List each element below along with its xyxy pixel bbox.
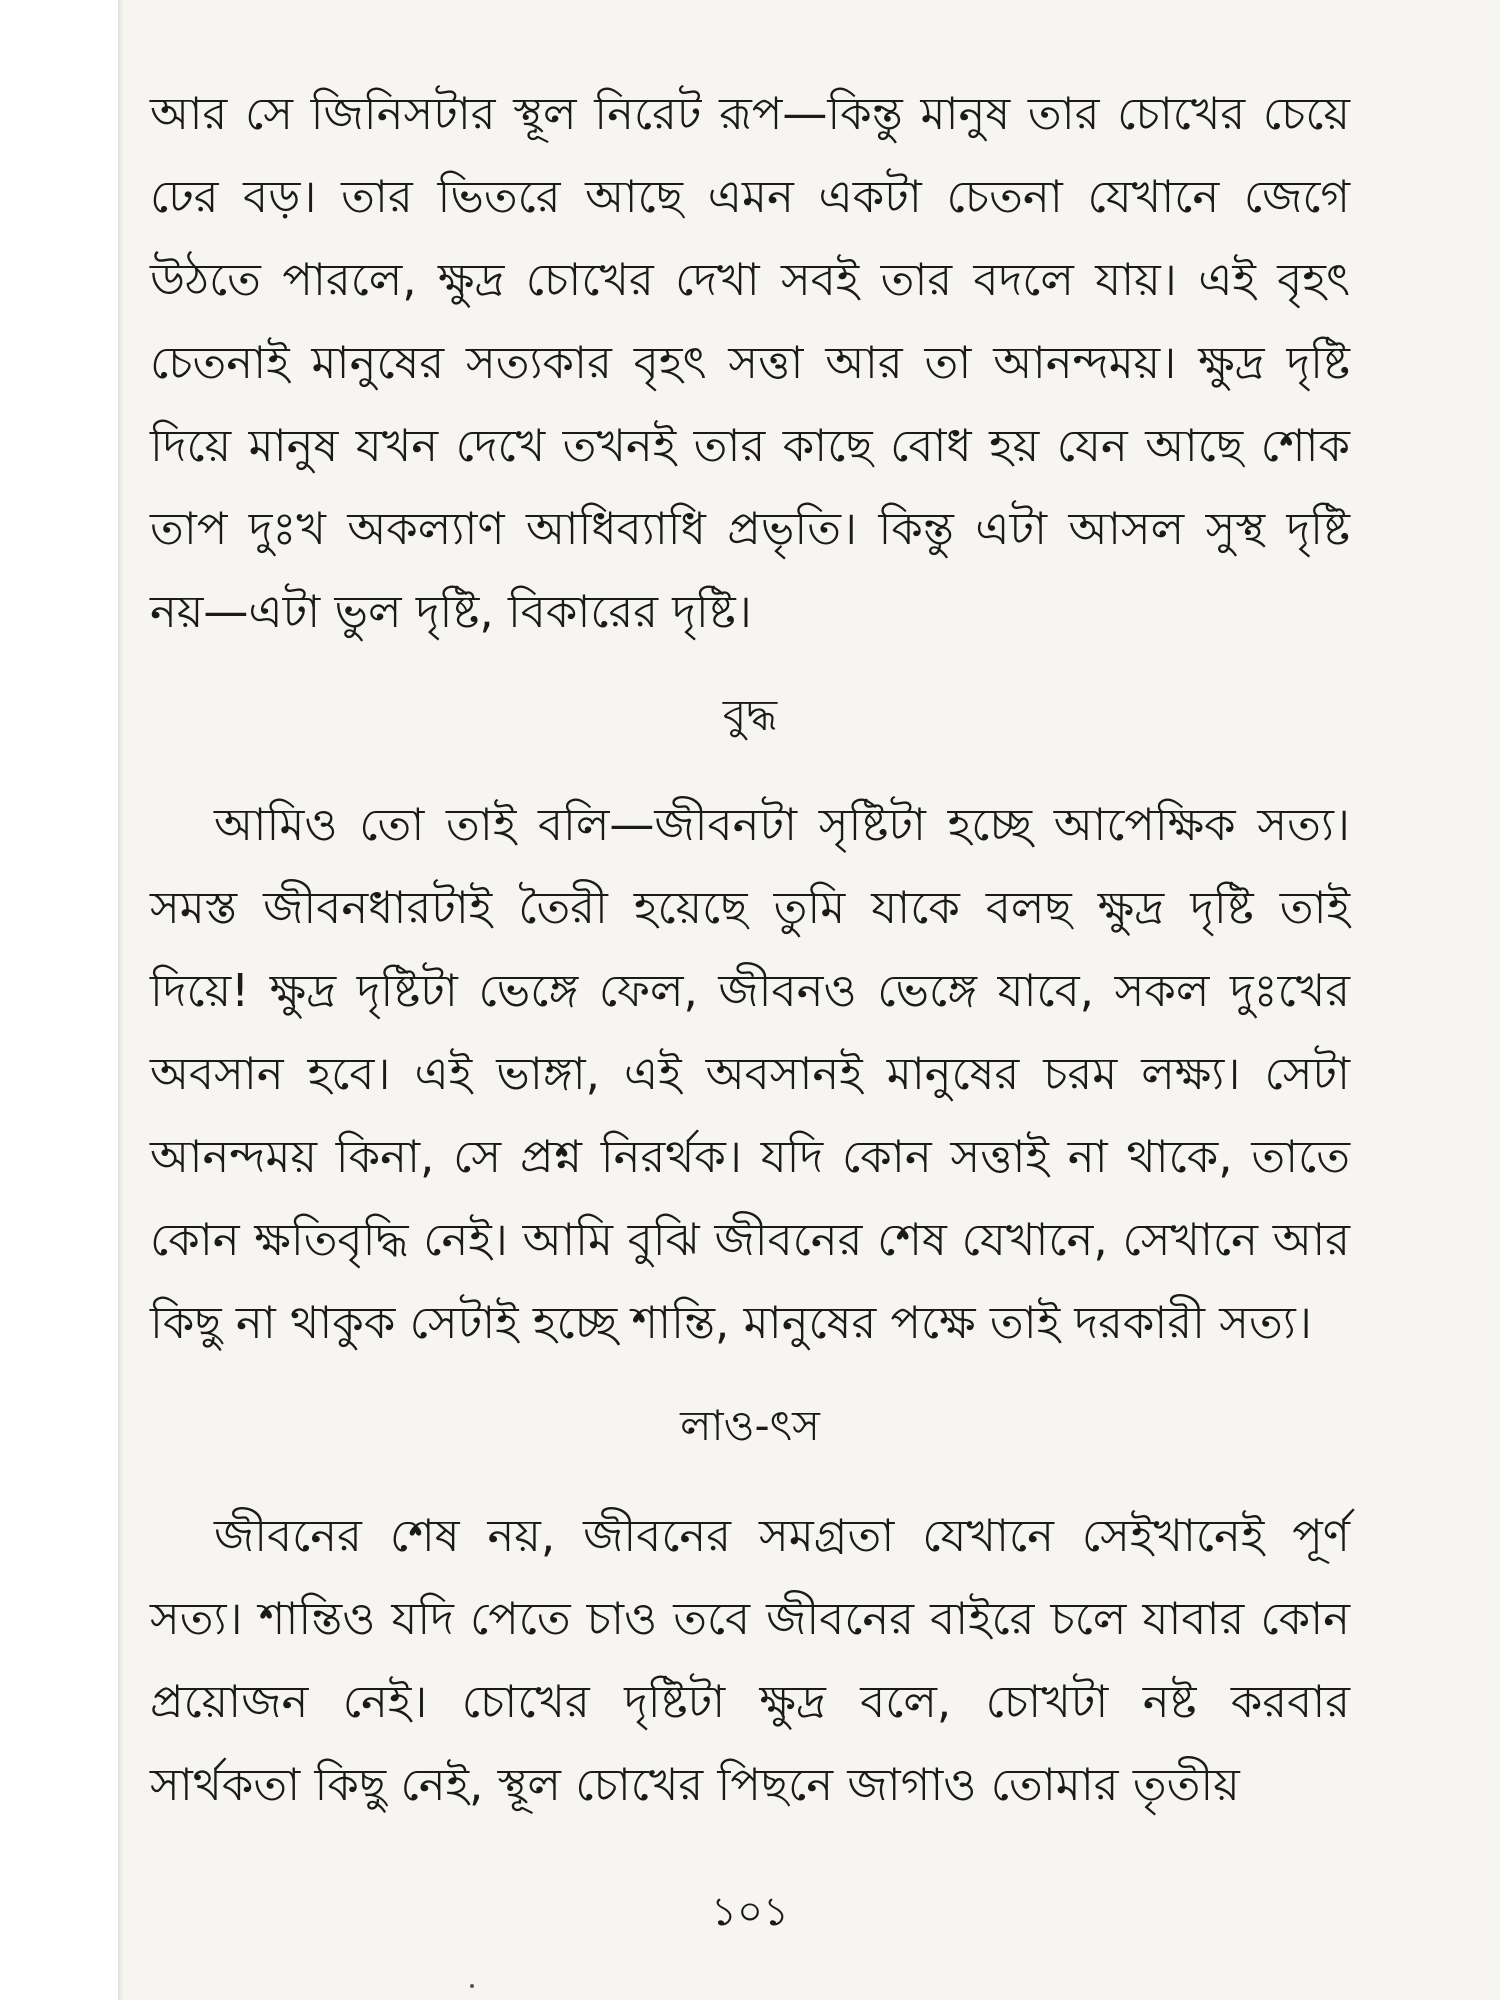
speaker-heading-buddha: বুদ্ধ [722,690,778,739]
paragraph-buddha: আমিও তো তাই বলি—জীবনটা সৃষ্টিটা হচ্ছে আপেক্ষিক সত্য। সমস্ত জীবনধারটাই তৈরী হয়েছে তুমি যাকে বলছ ক্ষুদ্র দৃষ্টি তাই দিয়ে! ক্ষুদ্র দৃষ্টিটা ভেঙ্গে ফেল, জীবনও ভেঙ্গে যাবে, সকল দুঃখের অবসান হবে। এই ভাঙ্গা, এই অবসানই মানুষের চরম লক্ষ্য। সেটা আনন্দময় কিনা, সে প্রশ্ন নিরর্থক। যদি কোন সত্তাই না থাকে, তাতে কোন ক্ষতিবৃদ্ধি নেই। আমি বুঝি জীবনের শেষ যেখানে, সেখানে আর কিছু না থাকুক সেটাই হচ্ছে শান্তি, মানুষের পক্ষে তাই দরকারী সত্য। [150,798,1350,1349]
paragraph-lao-tse: জীবনের শেষ নয়, জীবনের সমগ্রতা যেখানে সেইখানেই পূর্ণ সত্য। শান্তিও যদি পেতে চাও তবে জীবনের বাইরে চলে যাবার কোন প্রয়োজন নেই। চোখের দৃষ্টিটা ক্ষুদ্র বলে, চোখটা নষ্ট করবার সার্থকতা কিছু নেই, স্থূল চোখের পিছনে জাগাও তোমার তৃতীয় [150,1509,1350,1811]
page-number: ১০১ [711,1889,789,1935]
print-speck [470,1984,474,1988]
page-edge [118,0,124,2000]
speaker-heading-lao-tse: লাও-ৎস [680,1401,820,1450]
page-content [150,72,1350,1826]
paragraph-opening: আর সে জিনিসটার স্থূল নিরেট রূপ—কিন্তু মানুষ তার চোখের চেয়ে ঢের বড়। তার ভিতরে আছে এমন একটা চেতনা যেখানে জেগে উঠতে পারলে, ক্ষুদ্র চোখের দেখা সবই তার বদলে যায়। এই বৃহৎ চেতনাই মানুষের সত্যকার বৃহৎ সত্তা আর তা আনন্দময়। ক্ষুদ্র দৃষ্টি দিয়ে মানুষ যখন দেখে তখনই তার কাছে বোধ হয় যেন আছে শোক তাপ দুঃখ অকল্যাণ আধিব্যাধি প্রভৃতি। কিন্তু এটা আসল সুস্থ দৃষ্টি নয়—এটা ভুল দৃষ্টি, বিকারের দৃষ্টি। [150,87,1350,638]
